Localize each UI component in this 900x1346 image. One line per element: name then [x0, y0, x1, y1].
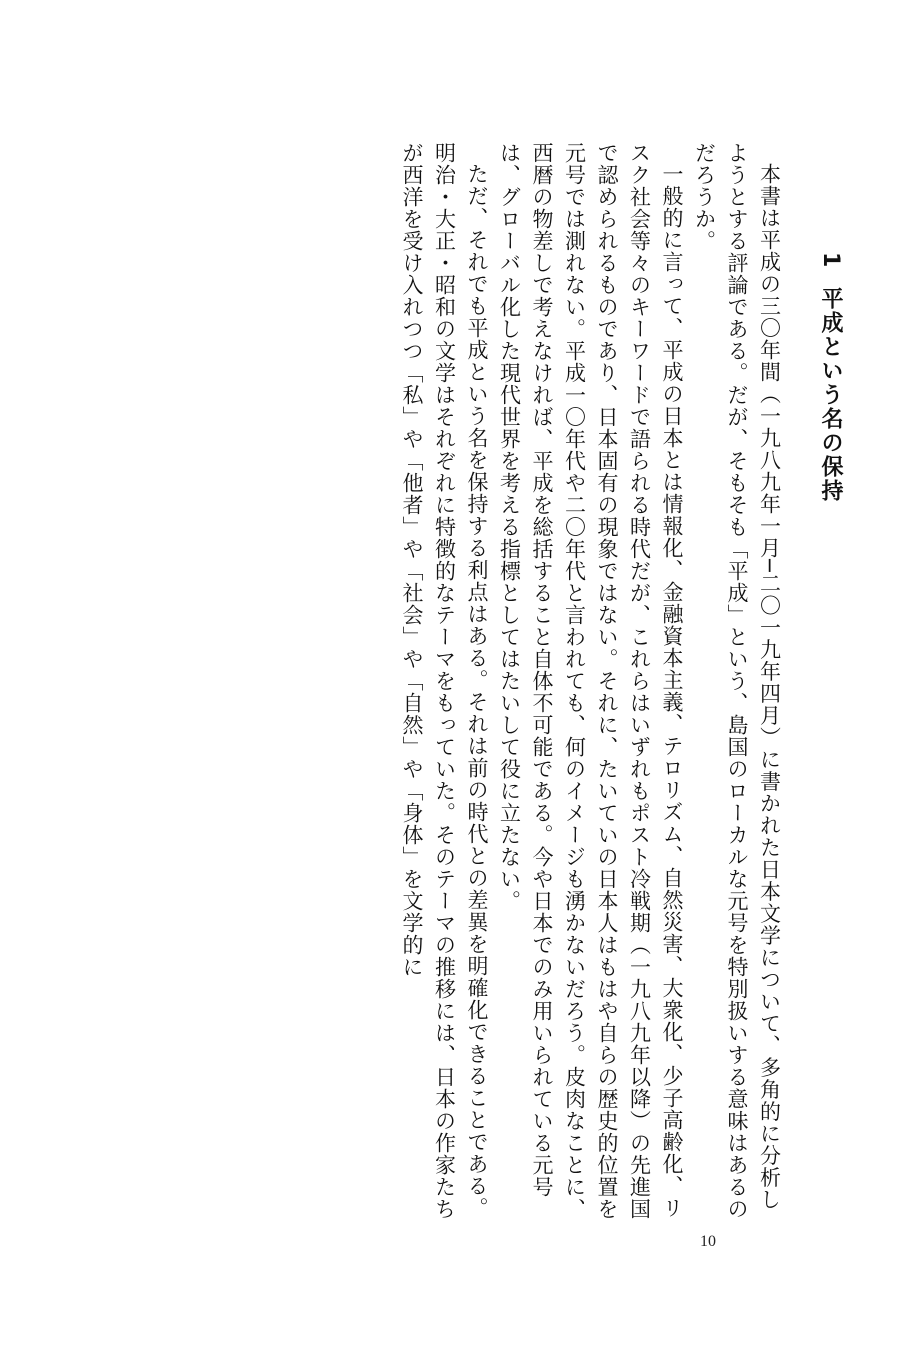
section-number: 1: [818, 252, 843, 270]
paragraph-3: ただ、それでも平成という名を保持する利点はある。それは前の時代との差異を明確化できることである。明治・大正・昭和の文学はそれぞれに特徴的なテーマをもっていた。そのテーマの推移には、日本の作家たちが西洋を受け入れつつ「私」や「他者」や「社会」や「自然」や「身体」を文学的に: [400, 142, 489, 1220]
vertical-text-block: [6, 142, 846, 1222]
section-title: 平成という名の保持: [818, 287, 843, 504]
paragraph-2: 一般的に言って、平成の日本とは情報化、金融資本主義、テロリズム、自然災害、大衆化、少子高齢化、リスク社会等々のキーワードで語られる時代だが、これらはいずれもポスト冷戦期（一九八九年以降）の先進国で認められるものであり、日本固有の現象ではない。それに、たいていの日本人はもはや自らの歴史的位置を元号では測れない。平成一〇年代や二〇年代と言われても、何のイメージも湧かないだろう。皮肉なことに、西暦の物差しで考えなければ、平成を総括すること自体不可能である。今や日本でのみ用いられている元号は、グローバル化した現代世界を考える指標としてはたいして役に立たない。: [497, 142, 684, 1220]
page-number: 10: [700, 1233, 716, 1250]
paragraph-1: 本書は平成の三〇年間（一九八九年一月─二〇一九年四月）に書かれた日本文学について、多角的に分析しようとする評論である。だが、そもそも「平成」という、島国のローカルな元号を特別扱いする意味はあるのだろうか。: [692, 142, 782, 1220]
section-heading: [814, 142, 847, 1222]
